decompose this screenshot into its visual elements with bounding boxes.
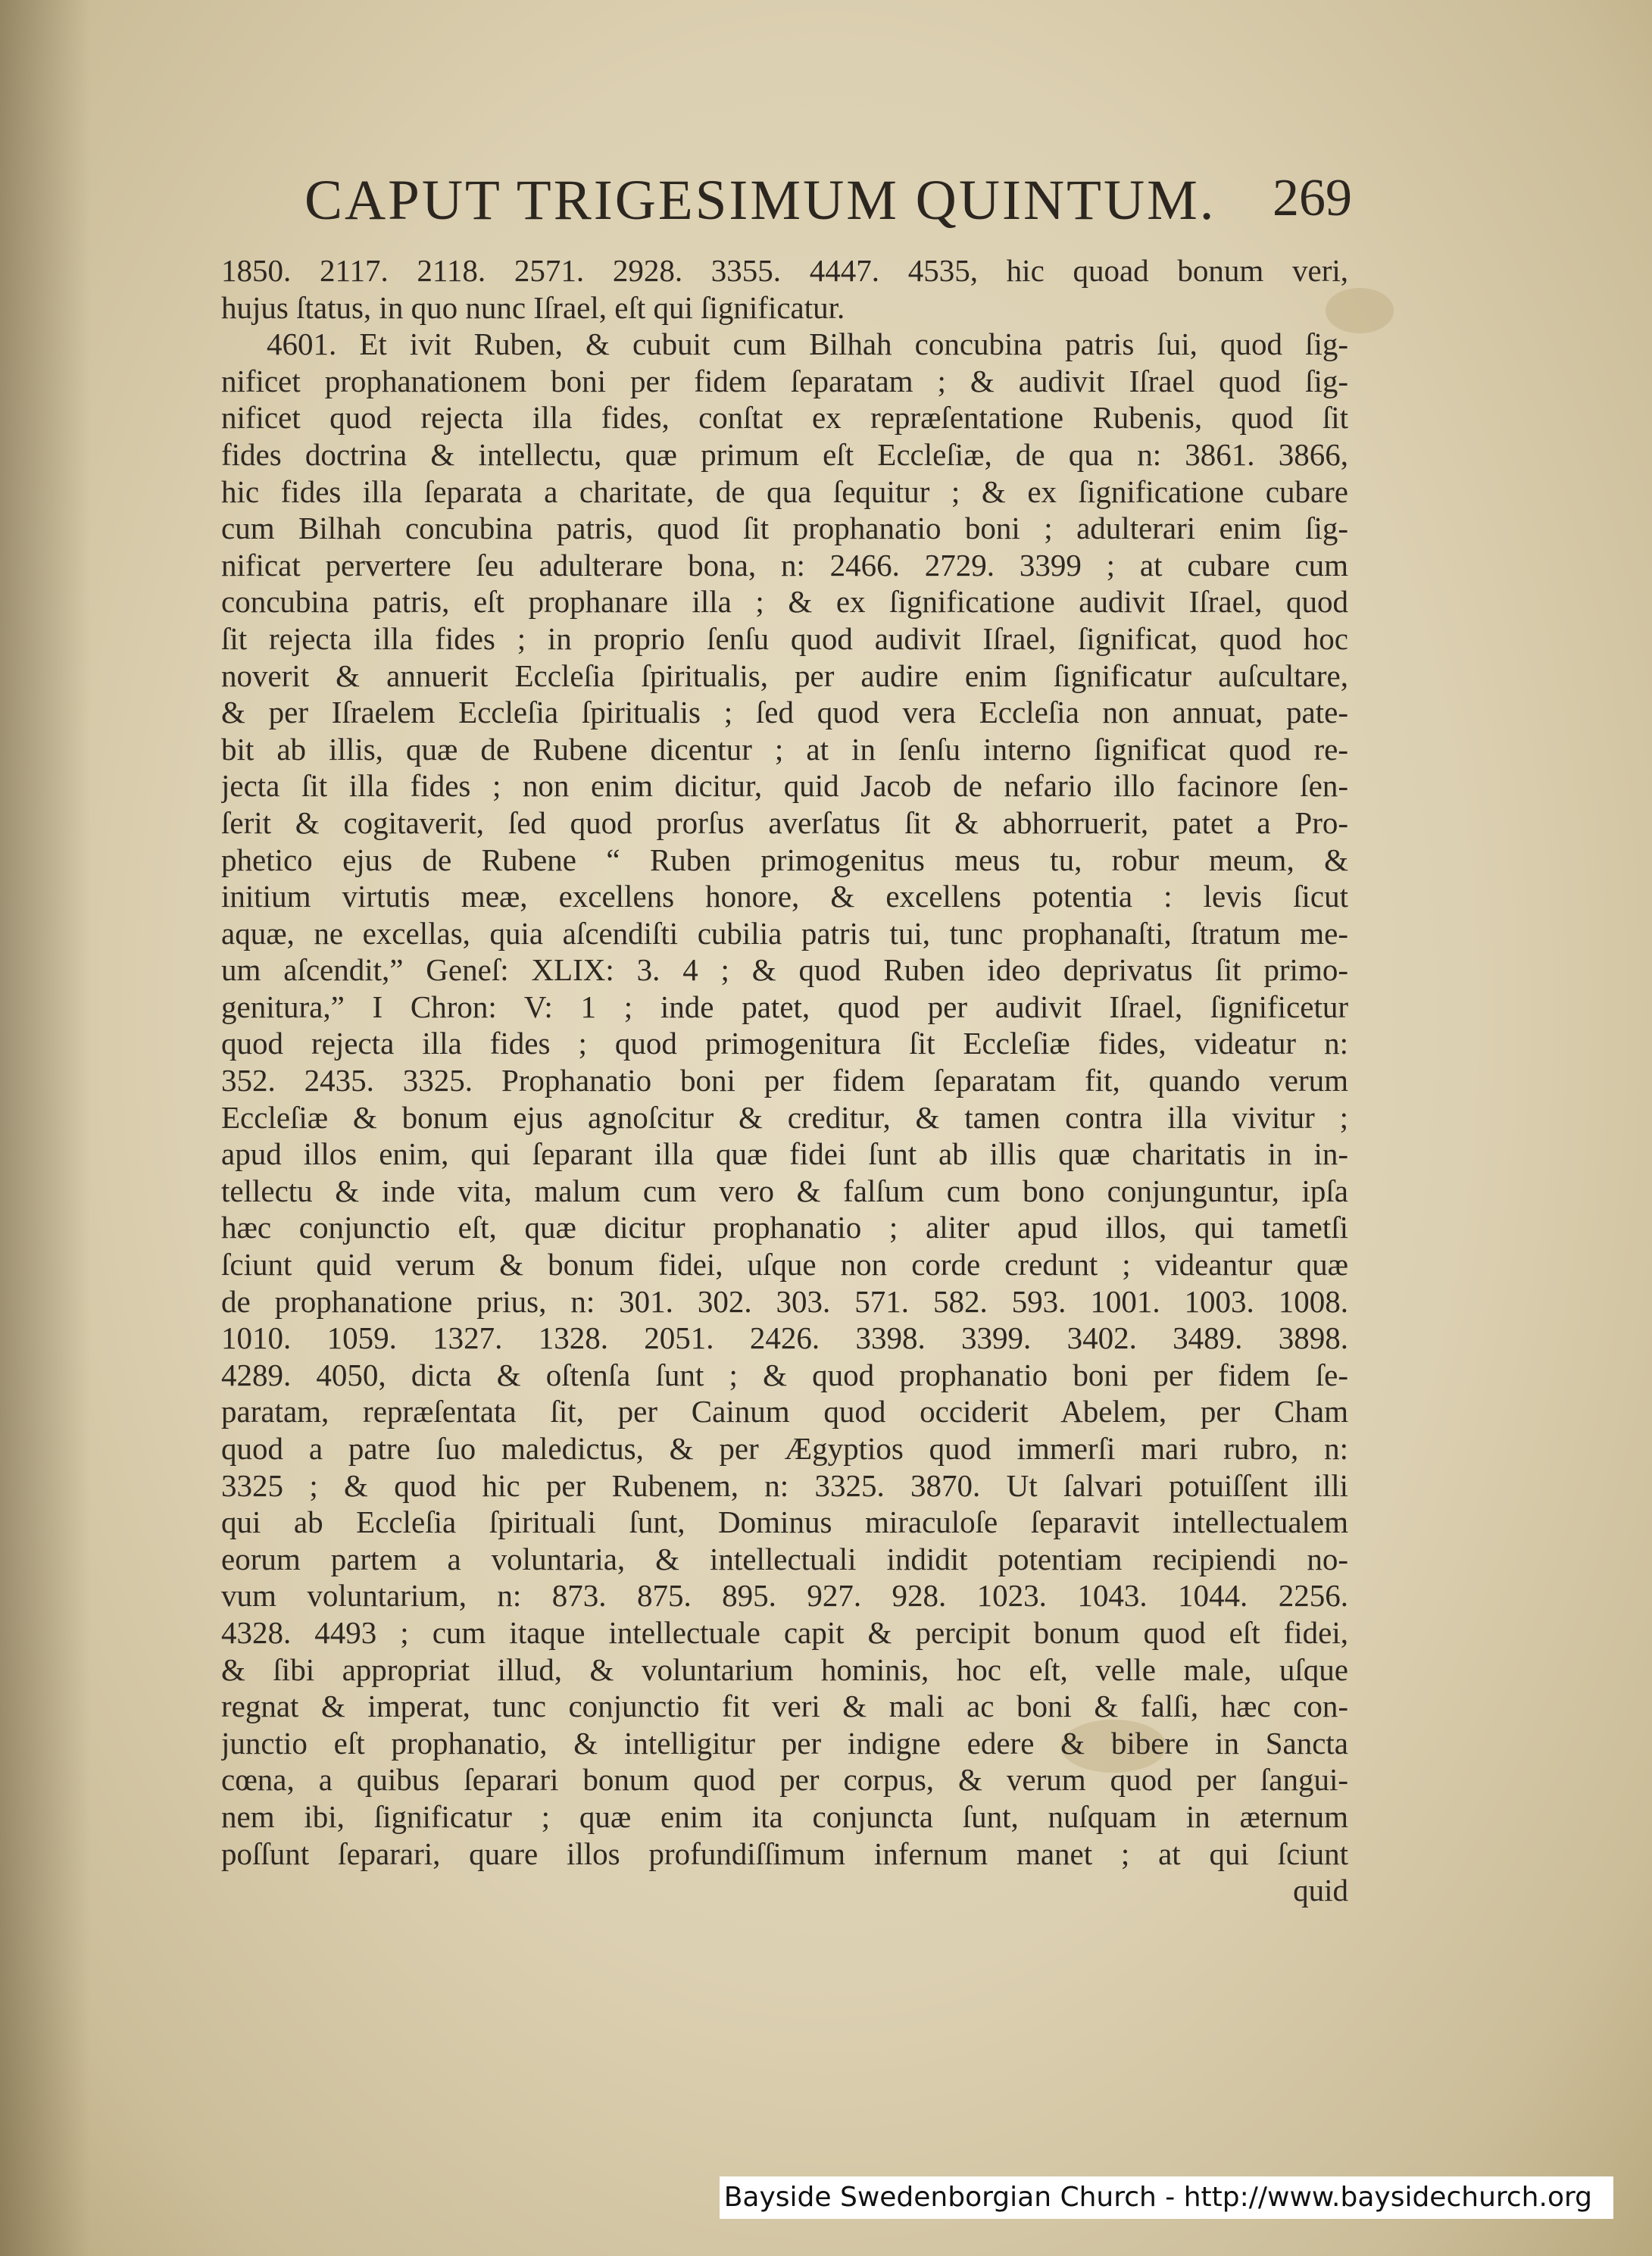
text-line: vum voluntarium, n: 873. 875. 895. 927. 928. 1023. 1043. 1044. 2256. <box>221 1578 1348 1614</box>
running-head: CAPUT TRIGESIMUM QUINTUM. <box>304 169 1216 232</box>
text-line: paratam, repræſentata ſit, per Cainum quod occiderit Abelem, per Cham <box>221 1394 1348 1430</box>
text-line: bit ab illis, quæ de Rubene dicentur ; at in ſenſu interno ſignificat quod re- <box>221 731 1348 767</box>
text-line: 4289. 4050, dicta & oſtenſa ſunt ; & quod prophanatio boni per fidem ſe- <box>221 1357 1348 1392</box>
text-line: 4328. 4493 ; cum itaque intellectuale capit & percipit bonum quod eſt fidei, <box>221 1614 1348 1650</box>
text-line: hujus ſtatus, in quo nunc Iſrael, eſt qui ſignificatur. <box>221 289 845 325</box>
text-line: aquæ, ne excellas, quia aſcendiſti cubilia patris tui, tunc prophanaſti, ſtratum me- <box>221 915 1348 951</box>
text-line: hæc conjunctio eſt, quæ dicitur prophanatio ; aliter apud illos, qui tametſi <box>221 1210 1348 1245</box>
text-line: ſerit & cogitaverit, ſed quod prorſus averſatus ſit & abhorruerit, patet a Pro- <box>221 805 1348 840</box>
text-line: concubina patris, eſt prophanare illa ; & ex ſignificatione audivit Iſrael, quod <box>221 584 1348 620</box>
text-line: & ſibi appropriat illud, & voluntarium hominis, hoc eſt, velle male, uſque <box>221 1651 1348 1687</box>
text-line: apud illos enim, qui ſeparant illa quæ fidei ſunt ab illis quæ charitatis in in- <box>221 1136 1348 1172</box>
text-line: quod a patre ſuo maledictus, & per Ægyptios quod immerſi mari rubro, n: <box>221 1431 1348 1466</box>
text-line: nificet quod rejecta illa fides, conſtat ex repræſentatione Rubenis, quod ſit <box>221 400 1348 436</box>
body-text <box>221 252 1348 1979</box>
text-line: regnat & imperat, tunc conjunctio fit veri & mali ac boni & falſi, hæc con- <box>221 1689 1348 1724</box>
text-line: Eccleſiæ & bonum ejus agnoſcitur & creditur, & tamen contra illa vivitur ; <box>221 1099 1348 1135</box>
text-line: junctio eſt prophanatio, & intelligitur per indigne edere & bibere in Sancta <box>221 1725 1348 1761</box>
text-line: phetico ejus de Rubene “ Ruben primogenitus meus tu, robur meum, & <box>221 842 1348 877</box>
text-line: ſciunt quid verum & bonum fidei, uſque non corde credunt ; videantur quæ <box>221 1247 1348 1283</box>
text-line: nificet prophanationem boni per fidem ſeparatam ; & audivit Iſrael quod ſig- <box>221 363 1348 398</box>
text-line: jecta ſit illa fides ; non enim dicitur, quid Jacob de nefario illo facinore ſen- <box>221 768 1348 804</box>
text-line: ſit rejecta illa fides ; in proprio ſenſu quod audivit Iſrael, ſignificat, quod hoc <box>221 620 1348 656</box>
page-header <box>304 168 1365 252</box>
text-line: nem ibi, ſignificatur ; quæ enim ita conjuncta ſunt, nuſquam in æternum <box>221 1798 1348 1834</box>
text-line: noverit & annuerit Eccleſia ſpiritualis, per audire enim ſignificatur auſcultare, <box>221 658 1348 693</box>
text-line: poſſunt ſeparari, quare illos profundiſſimum infernum manet ; at qui ſciunt <box>221 1836 1348 1871</box>
text-line: tellectu & inde vita, malum cum vero & falſum cum bono conjunguntur, ipſa <box>221 1173 1348 1208</box>
text-line: 352. 2435. 3325. Prophanatio boni per fidem ſeparatam fit, quando verum <box>221 1063 1348 1098</box>
text-line: eorum partem a voluntaria, & intellectuali indidit potentiam recipiendi no- <box>221 1541 1348 1576</box>
text-line: de prophanatione prius, n: 301. 302. 303. 571. 582. 593. 1001. 1003. 1008. <box>221 1283 1348 1319</box>
text-line: cœna, a quibus ſeparari bonum quod per corpus, & verum quod per ſangui- <box>221 1762 1348 1798</box>
text-line: qui ab Eccleſia ſpirituali ſunt, Dominus miraculoſe ſeparavit intellectualem <box>221 1505 1348 1540</box>
text-line: 1850. 2117. 2118. 2571. 2928. 3355. 4447. 4535, hic quoad bonum veri, <box>221 253 1348 288</box>
text-line: initium virtutis meæ, excellens honore, & excellens potentia : levis ſicut <box>221 879 1348 914</box>
text-line: 3325 ; & quod hic per Rubenem, n: 3325. 3870. Ut ſalvari potuiſſent illi <box>221 1467 1348 1503</box>
text-line: fides doctrina & intellectu, quæ primum eſt Eccleſiæ, de qua n: 3861. 3866, <box>221 436 1348 472</box>
text-line: 1010. 1059. 1327. 1328. 2051. 2426. 3398. 3399. 3402. 3489. 3898. <box>221 1320 1348 1356</box>
catchword: quid <box>1293 1873 1348 1908</box>
text-line: nificat pervertere ſeu adulterare bona, n: 2466. 2729. 3399 ; at cubare cum <box>221 547 1348 583</box>
text-line: & per Iſraelem Eccleſia ſpiritualis ; ſed quod vera Eccleſia non annuat, pate- <box>221 695 1348 730</box>
text-line: 4601. Et ivit Ruben, & cubuit cum Bilhah concubina patris ſui, quod ſig- <box>267 327 1348 362</box>
text-line: um aſcendit,” Geneſ: XLIX: 3. 4 ; & quod Ruben ideo deprivatus ſit primo- <box>221 952 1348 988</box>
spine-shadow <box>0 0 91 2256</box>
watermark-banner: Bayside Swedenborgian Church - http://www.baysidechurch.org <box>720 2176 1613 2219</box>
page-number: 269 <box>1273 169 1352 227</box>
text-line: genitura,” I Chron: V: 1 ; inde patet, quod per audivit Iſrael, ſignificetur <box>221 989 1348 1024</box>
text-line: hic fides illa ſeparata a charitate, de qua ſequitur ; & ex ſignificatione cubare <box>221 473 1348 509</box>
text-line: cum Bilhah concubina patris, quod ſit prophanatio boni ; adulterari enim ſig- <box>221 511 1348 546</box>
text-line: quod rejecta illa fides ; quod primogenitura ſit Eccleſiæ fides, videatur n: <box>221 1026 1348 1061</box>
